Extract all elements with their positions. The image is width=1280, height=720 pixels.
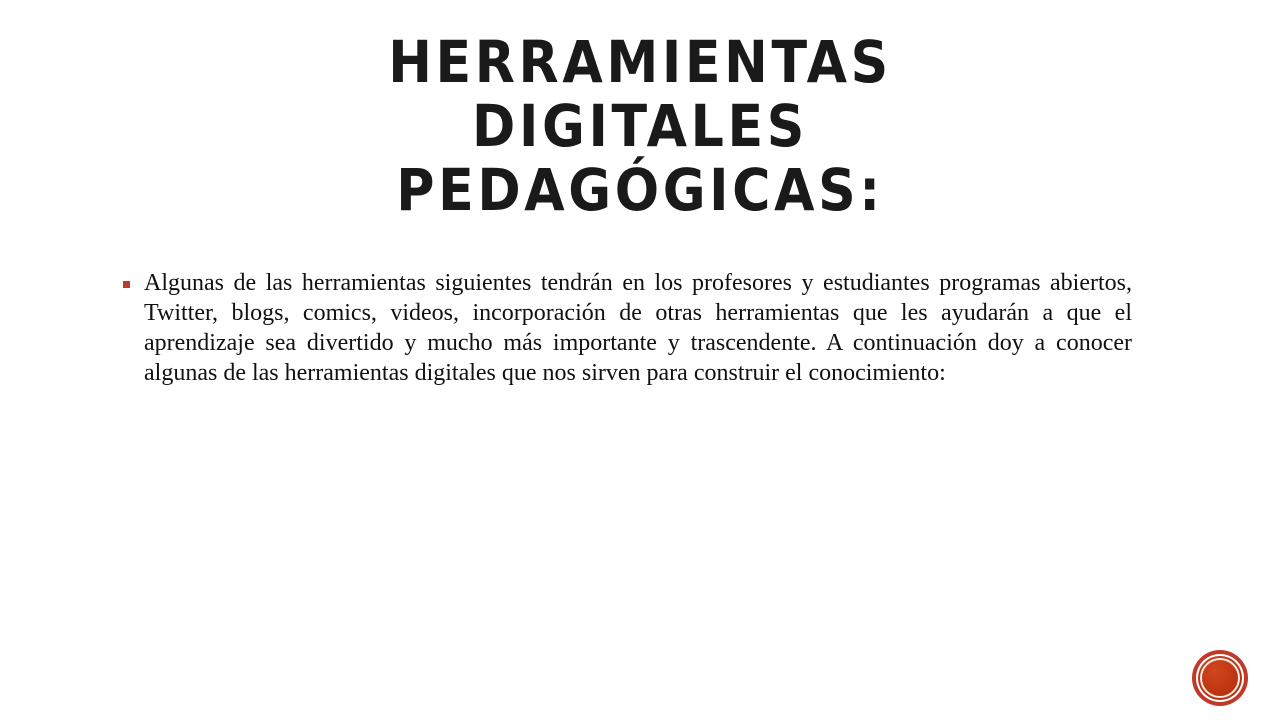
slide-title-line-1: HERRAMIENTAS DIGITALES bbox=[388, 28, 892, 160]
circle-nav-button[interactable] bbox=[1196, 654, 1244, 702]
square-bullet-icon bbox=[123, 281, 130, 288]
slide-title-line-2: PEDAGÓGICAS: bbox=[396, 156, 884, 224]
list-item bbox=[120, 268, 1132, 388]
slide-title bbox=[226, 30, 1054, 222]
bullet-list bbox=[120, 268, 1132, 388]
circle-nav-icon bbox=[1200, 658, 1240, 698]
bullet-text: Algunas de las herramientas siguientes tendrán en los profesores y estudiantes programas abiertos, Twitter, blogs, comics, videos, incorporación de otras herramientas que les ayudarán a que el aprendizaje sea divertido y mucho más importante y trascendente. A continuación doy a conocer algunas de las herramientas digitales que nos sirven para construir el conocimiento: bbox=[144, 270, 1132, 386]
